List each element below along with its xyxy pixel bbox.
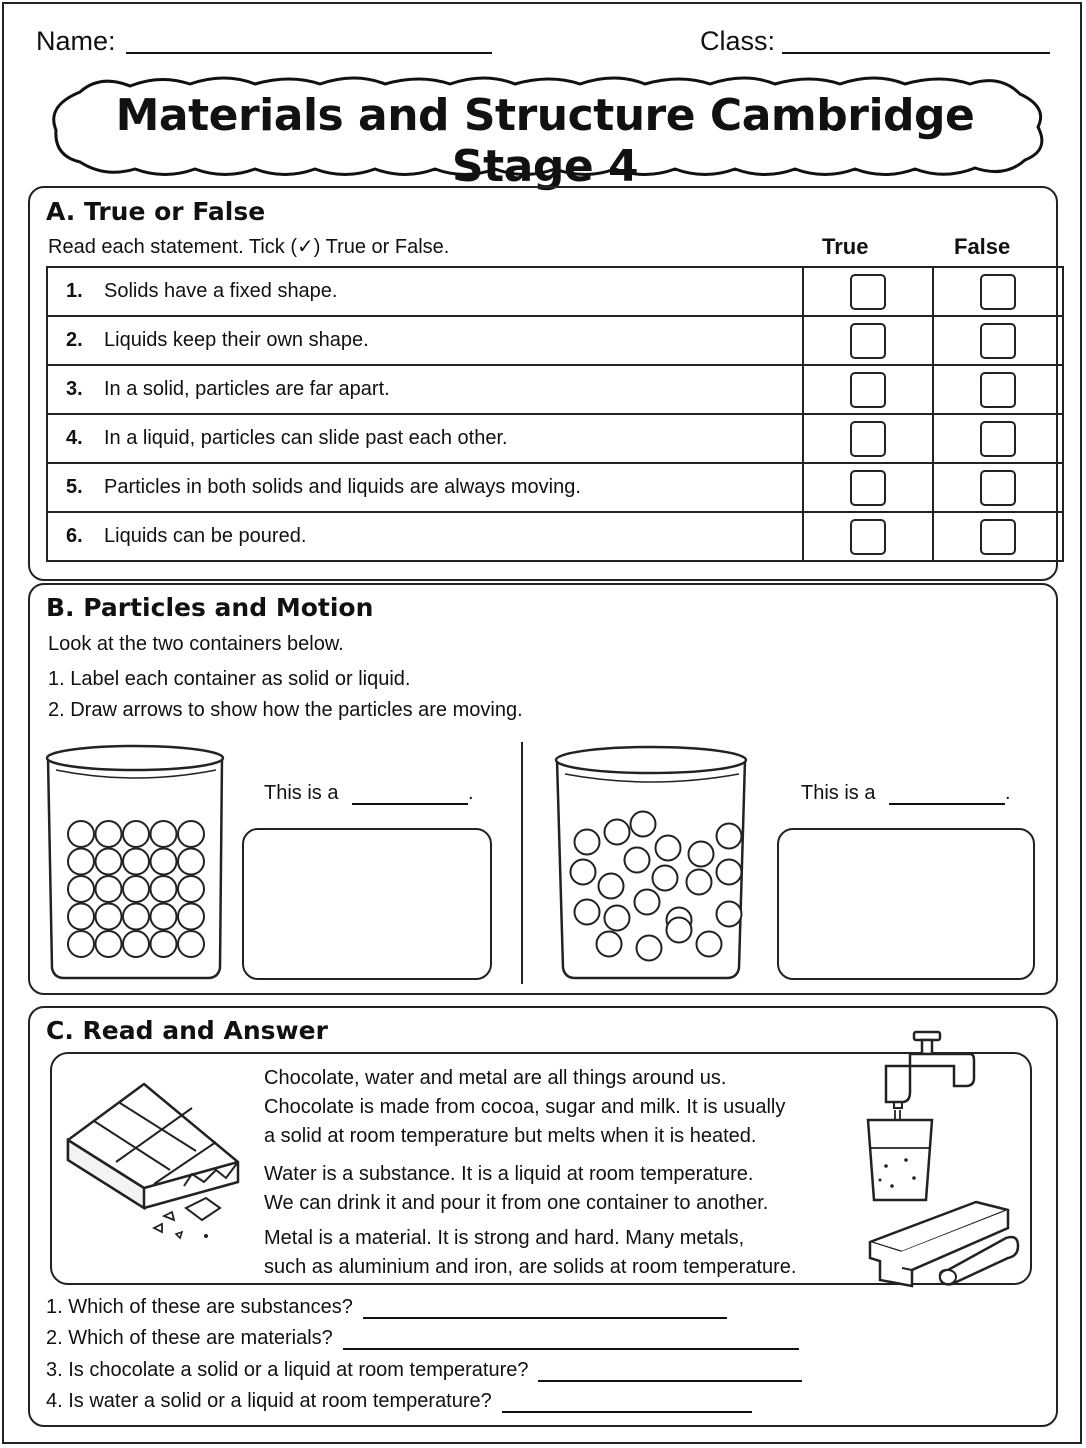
statement-text: In a solid, particles are far apart. [104,378,390,400]
solid-particle [123,821,149,847]
liquid-particle [667,918,692,943]
solid-particle [123,849,149,875]
false-column-header: False [954,234,1011,259]
question-text: 2. Which of these are materials? [46,1327,333,1349]
liquid-particle [637,936,662,961]
solid-particle [68,821,94,847]
true-checkbox[interactable] [850,519,886,555]
question-text: 3. Is chocolate a solid or a liquid at room temperature? [46,1359,529,1381]
statement-number: 3. [66,378,83,400]
liquid-particle [656,836,681,861]
container-label-blank[interactable] [352,803,468,805]
section-b-heading: B. Particles and Motion [46,593,374,622]
solid-particle [96,849,122,875]
solid-particle [68,849,94,875]
question-item [46,1359,802,1382]
container-label-blank[interactable] [889,803,1005,805]
table-row [47,512,1063,561]
statement-number: 2. [66,329,83,351]
question-item [46,1327,799,1350]
solid-particle [151,849,177,875]
liquid-particle [571,860,596,885]
paragraph-chocolate [264,1064,864,1151]
divider [521,742,523,984]
liquid-particle [689,842,714,867]
statement-number: 6. [66,525,83,547]
paragraph-line: Metal is a material. It is strong and hard. Many metals, [264,1227,745,1249]
class-field[interactable] [782,52,1050,54]
solid-particle [178,849,204,875]
answer-line[interactable] [502,1411,752,1413]
solid-particle [96,876,122,902]
section-b-step: 2. Draw arrows to show how the particles are moving. [48,699,523,721]
label-prompt: This is a [264,782,339,804]
false-checkbox[interactable] [980,372,1016,408]
table-row [47,267,1063,316]
paragraph-water [264,1160,864,1218]
arrow-drawing-box[interactable] [242,828,492,980]
solid-particle [123,931,149,957]
paragraph-metal [264,1224,864,1282]
paragraph-line: We can drink it and pour it from one container to another. [264,1192,769,1214]
liquid-particle [599,874,624,899]
false-checkbox[interactable] [980,421,1016,457]
liquid-particle [575,830,600,855]
paragraph-line: a solid at room temperature but melts when it is heated. [264,1125,757,1147]
liquid-particle [717,824,742,849]
liquid-particle [717,902,742,927]
liquid-particle [605,820,630,845]
paragraph-line: Chocolate, water and metal are all things around us. [264,1067,727,1089]
name-field[interactable] [126,52,492,54]
statement-number: 5. [66,476,83,498]
question-item [46,1296,727,1319]
label-period: . [1005,782,1011,804]
name-label: Name: [36,26,116,56]
liquid-particle [635,890,660,915]
question-item [46,1390,752,1413]
liquid-particle [697,932,722,957]
answer-line[interactable] [343,1348,799,1350]
solid-particle [178,821,204,847]
liquid-particle [687,870,712,895]
answer-line[interactable] [363,1317,727,1319]
true-false-table [46,266,1064,562]
solid-particle [151,931,177,957]
solid-particle [123,904,149,930]
solid-particle [96,931,122,957]
solid-particle [178,931,204,957]
false-checkbox[interactable] [980,274,1016,310]
solid-particle [151,904,177,930]
solid-beaker-icon [44,742,224,982]
true-checkbox[interactable] [850,421,886,457]
statement-text: Solids have a fixed shape. [104,280,338,302]
metal-beam-icon [866,1198,1016,1288]
false-checkbox[interactable] [980,519,1016,555]
statement-text: Particles in both solids and liquids are always moving. [104,476,581,498]
paragraph-line: such as aluminium and iron, are solids at room temperature. [264,1256,797,1278]
true-checkbox[interactable] [850,274,886,310]
liquid-particle [597,932,622,957]
liquid-particle [625,848,650,873]
solid-particle [68,904,94,930]
section-a-heading: A. True or False [46,197,266,226]
section-a-instruction: Read each statement. Tick (✓) True or False. [48,236,450,258]
solid-particle [96,904,122,930]
question-text: 4. Is water a solid or a liquid at room temperature? [46,1390,492,1412]
arrow-drawing-box[interactable] [777,828,1035,980]
liquid-particle [605,906,630,931]
solid-particle [151,821,177,847]
liquid-beaker-icon [553,742,749,982]
solid-particle [123,876,149,902]
tap-water-glass-icon [862,1030,982,1210]
liquid-particle [717,860,742,885]
class-label: Class: [700,26,776,56]
false-checkbox[interactable] [980,323,1016,359]
label-period: . [468,782,474,804]
solid-particle [96,821,122,847]
solid-particle [178,876,204,902]
statement-number: 1. [66,280,83,302]
paragraph-line: Water is a substance. It is a liquid at room temperature. [264,1163,754,1185]
table-row [47,316,1063,365]
worksheet-title: Materials and Structure Cambridge Stage 4 [115,90,975,192]
question-text: 1. Which of these are substances? [46,1296,353,1318]
true-column-header: True [822,234,869,259]
solid-particle [68,876,94,902]
table-row [47,463,1063,512]
answer-line[interactable] [538,1380,802,1382]
false-checkbox[interactable] [980,470,1016,506]
chocolate-bar-icon [66,1078,246,1248]
statement-number: 4. [66,427,83,449]
section-b-intro: Look at the two containers below. [48,633,344,655]
statement-text: Liquids keep their own shape. [104,329,369,351]
liquid-particle [575,900,600,925]
solid-particle [151,876,177,902]
true-checkbox[interactable] [850,372,886,408]
true-checkbox[interactable] [850,470,886,506]
table-row [47,414,1063,463]
statement-text: Liquids can be poured. [104,525,307,547]
label-prompt: This is a [801,782,876,804]
statement-text: In a liquid, particles can slide past each other. [104,427,508,449]
section-b-step: 1. Label each container as solid or liquid. [48,668,411,690]
liquid-particle [631,812,656,837]
liquid-particle [653,866,678,891]
paragraph-line: Chocolate is made from cocoa, sugar and milk. It is usually [264,1096,786,1118]
solid-particle [178,904,204,930]
solid-particle [68,931,94,957]
section-c-heading: C. Read and Answer [46,1016,328,1045]
table-row [47,365,1063,414]
true-checkbox[interactable] [850,323,886,359]
